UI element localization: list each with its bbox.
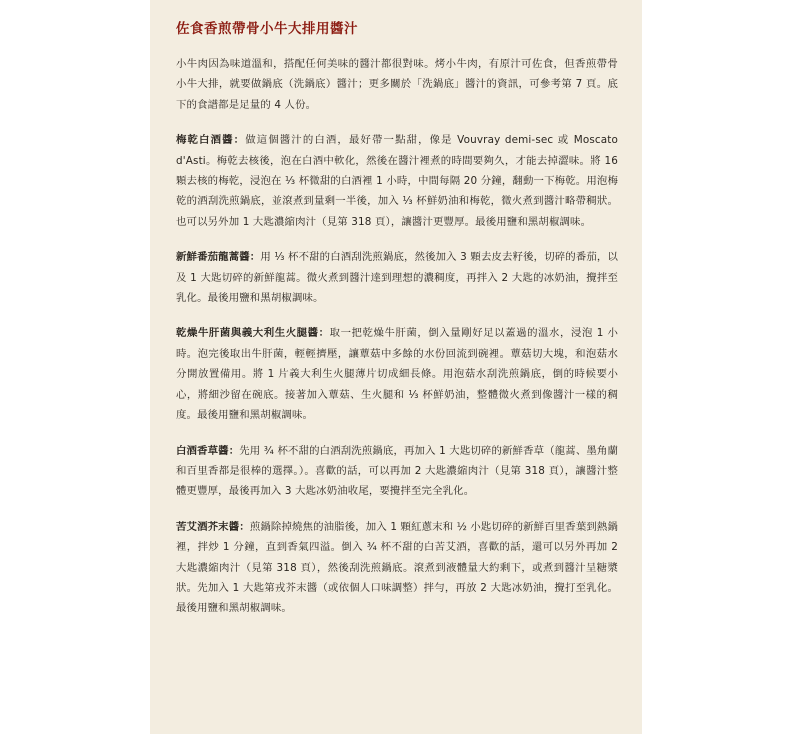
recipe-page	[150, 0, 642, 734]
sauce-name: 梅乾白酒醬：	[176, 134, 246, 147]
sauce-vermouth-mustard	[176, 517, 618, 619]
sauce-tomato-tarragon	[176, 247, 618, 308]
sauce-text: 取一把乾燥牛肝菌，倒入量剛好足以蓋過的溫水，浸泡 1 小時。泡完後取出牛肝菌，輕輕擠壓，讓蕈菇中多餘的水份回流到碗裡。蕈菇切大塊，和泡菇水分開放置備用。將 1 片義大利生火腿薄片切成細長條。用泡菇水刮洗煎鍋底，倒的時候要小心，將細沙留在碗底。接著加入蕈菇、生火腿和 ⅓ 杯鮮奶油，整體微火煮到像醬汁一樣的稠度。最後用鹽和黑胡椒調味。	[176, 327, 618, 422]
sauce-porcini-prosciutto	[176, 323, 618, 425]
sauce-text: 做這個醬汁的白酒，最好帶一點甜，像是 Vouvray demi-sec 或 Moscato d'Asti。梅乾去核後，泡在白酒中軟化，然後在醬汁裡煮的時間要夠久，才能去掉澀味。將 16 顆去核的梅乾，浸泡在 ⅓ 杯微甜的白酒裡 1 小時，中間每隔 20 分鐘，翻動一下梅乾。用泡梅乾的酒刮洗煎鍋底，並滾煮到量剩一半後，加入 ⅓ 杯鮮奶油和梅乾，微火煮到醬汁略帶稠狀。也可以另外加 1 大匙濃縮肉汁（見第 318 頁），讓醬汁更豐厚。最後用鹽和黑胡椒調味。	[176, 134, 619, 228]
sauce-text: 先用 ¾ 杯不甜的白酒刮洗煎鍋底，再加入 1 大匙切碎的新鮮香草（龍蒿、墨角蘭和百里香都是很棒的選擇。）。喜歡的話，可以再加 2 大匙濃縮肉汁（見第 318 頁），讓醬汁整體更豐厚，最後再加入 3 大匙冰奶油收尾，要攪拌至完全乳化。	[176, 444, 618, 498]
sauce-name: 苦艾酒芥末醬：	[176, 520, 250, 533]
sauce-name: 白酒香草醬：	[176, 444, 240, 457]
sauce-white-wine-herb	[176, 441, 618, 502]
sauce-prune-white-wine	[176, 130, 618, 232]
sauce-name: 新鮮番茄龍蒿醬：	[176, 251, 261, 264]
sauce-name: 乾燥牛肝菌與義大利生火腿醬：	[176, 327, 330, 340]
sauce-text: 用 ⅓ 杯不甜的白酒刮洗煎鍋底，然後加入 3 顆去皮去籽後，切碎的番茄，以及 1 大匙切碎的新鮮龍蒿。微火煮到醬汁達到理想的濃稠度，再拌入 2 大匙的冰奶油，攪拌至乳化。最後用鹽和黑胡椒調味。	[176, 251, 618, 305]
sauce-text: 煎鍋除掉燒焦的油脂後，加入 1 顆紅蔥末和 ½ 小匙切碎的新鮮百里香葉到熱鍋裡，拌炒 1 分鐘，直到香氣四溢。倒入 ¾ 杯不甜的白苦艾酒，喜歡的話，還可以另外再加 2 大匙濃縮肉汁（見第 318 頁），然後刮洗煎鍋底。滾煮到液體量大約剩下，或煮到醬汁呈糖漿狀。先加入 1 大匙第戎芥末醬（或依個人口味調整）拌勻，再放 2 大匙冰奶油，攪打至乳化。最後用鹽和黑胡椒調味。	[176, 520, 618, 615]
page-title: 佐食香煎帶骨小牛大排用醬汁	[176, 21, 358, 37]
intro-paragraph: 小牛肉因為味道溫和，搭配任何美味的醬汁都很對味。烤小牛肉，有原汁可佐食，但香煎帶骨小牛大排，就要做鍋底（洗鍋底）醬汁；更多關於「洗鍋底」醬汁的資訊，可參考第 7 頁。底下的食譜都是足量的 4 人份。	[176, 58, 618, 111]
